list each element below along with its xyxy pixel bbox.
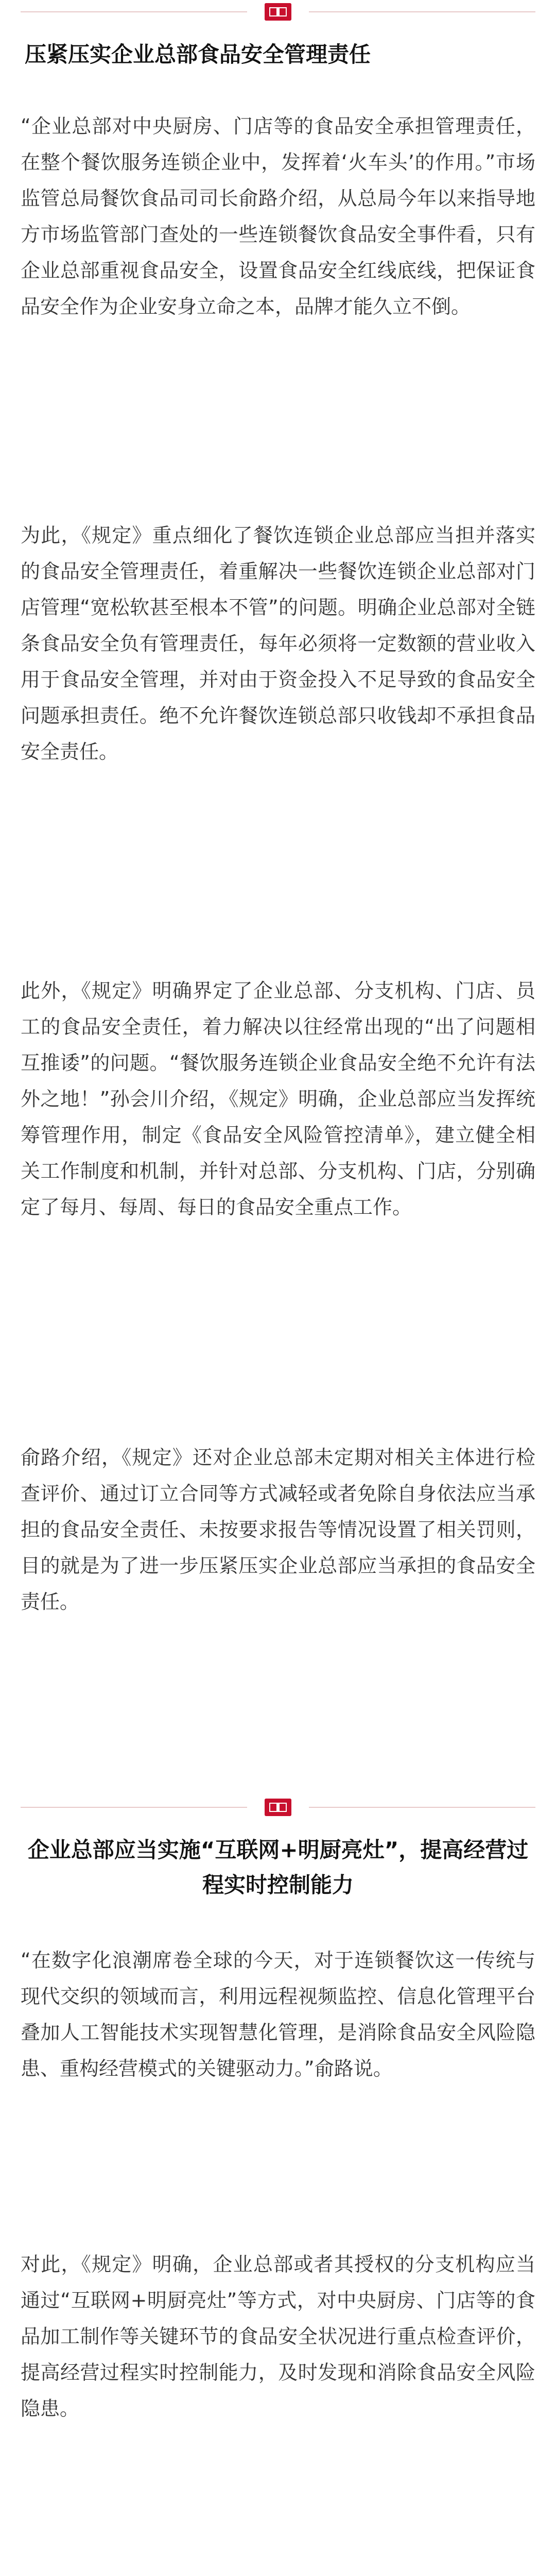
section-title: 压紧压实企业总部食品安全管理责任 <box>25 42 371 67</box>
divider-line <box>21 1807 247 1808</box>
divider-line <box>309 11 535 12</box>
section-header <box>0 1795 556 1903</box>
paragraph: 俞路介绍，《规定》还对企业总部未定期对相关主体进行检查评价、通过订立合同等方式减轻或者免除自身依法应当承担的食品安全责任、未按要求报告等情况设置了相关罚则，目的就是为了进一步压紧压实企业总部应当承担的食品安全责任。 <box>21 1446 535 1613</box>
divider-line <box>21 11 247 12</box>
paragraph: “企业总部对中央厨房、门店等的食品安全承担管理责任，在整个餐饮服务连锁企业中，发挥着‘火车头’的作用。”市场监管总局餐饮食品司司长俞路介绍，从总局今年以来指导地方市场监管部门查处的一些连锁餐饮食品安全事件看，只有企业总部重视食品安全，设置食品安全红线底线，把保证食品安全作为企业安身立命之本，品牌才能久立不倒。 <box>21 115 535 318</box>
red-book-icon <box>265 3 291 21</box>
red-book-icon <box>265 1799 291 1816</box>
divider-line <box>309 1807 535 1808</box>
section-header <box>0 0 556 72</box>
section-divider <box>0 0 556 24</box>
paragraph: 对此，《规定》明确，企业总部或者其授权的分支机构应当通过“互联网+明厨亮灶”等方式，对中央厨房、门店等的食品加工制作等关键环节的食品安全状况进行重点检查评价，提高经营过程实时控制能力，及时发现和消除食品安全风险隐患。 <box>21 2253 535 2420</box>
paragraph: “在数字化浪潮席卷全球的今天，对于连锁餐饮这一传统与现代交织的领域而言，利用远程视频监控、信息化管理平台叠加人工智能技术实现智慧化管理，是消除食品安全风险隐患、重构经营模式的关键驱动力。”俞路说。 <box>21 1949 535 2080</box>
section-title: 企业总部应当实施“互联网+明厨亮灶”，提高经营过程实时控制能力 <box>27 1837 529 1897</box>
paragraph: 此外，《规定》明确界定了企业总部、分支机构、门店、员工的食品安全责任，着力解决以往经常出现的“出了问题相互推诿”的问题。“餐饮服务连锁企业食品安全绝不允许有法外之地！”孙会川介绍，《规定》明确，企业总部应当发挥统筹管理作用，制定《食品安全风险管控清单》，建立健全相关工作制度和机制，并针对总部、分支机构、门店，分别确定了每月、每周、每日的食品安全重点工作。 <box>21 979 535 1218</box>
paragraph: 为此，《规定》重点细化了餐饮连锁企业总部应当担并落实的食品安全管理责任，着重解决一些餐饮连锁企业总部对门店管理“宽松软甚至根本不管”的问题。明确企业总部对全链条食品安全负有管理责任，每年必须将一定数额的营业收入用于食品安全管理，并对由于资金投入不足导致的食品安全问题承担责任。绝不允许餐饮连锁总部只收钱却不承担食品安全责任。 <box>21 524 535 763</box>
section-divider <box>0 1795 556 1819</box>
